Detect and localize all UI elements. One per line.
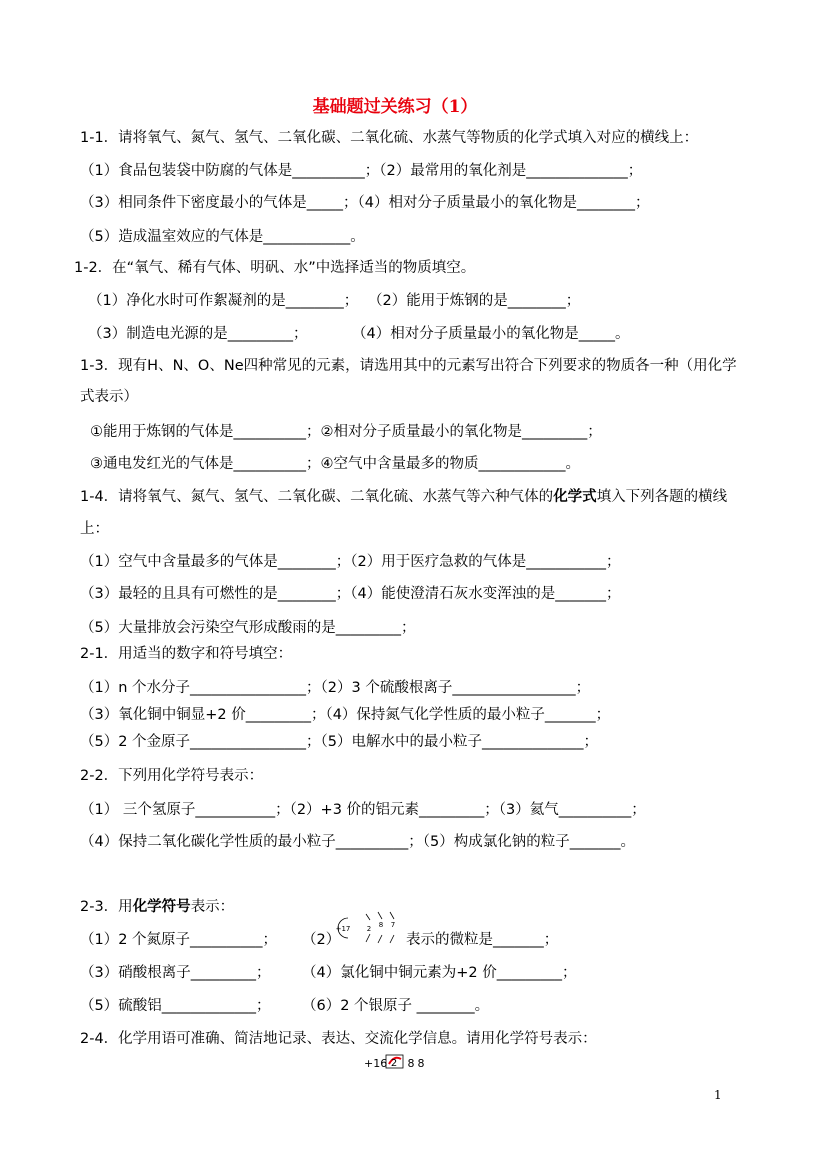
q1-2-item-2: （2）能用于炼钢的是________； bbox=[368, 293, 581, 309]
q1-4-item-1-2: （1）空气中含量最多的气体是________；（2）用于医疗急救的气体是___________； bbox=[80, 554, 621, 570]
q2-1-item-5-5: （5）2 个金原子________________；（5）电解水中的最小粒子______________； bbox=[80, 734, 599, 750]
page-number: 1 bbox=[714, 1088, 722, 1102]
q2-1-item-1-2: （1）n 个水分子________________；（2）3 个硫酸根离子_________________； bbox=[80, 680, 591, 696]
q2-3-item-5: （5）硫酸铝_____________； bbox=[80, 998, 271, 1014]
q2-3-item-4: （4）氯化铜中铜元素为+2 价_________； bbox=[302, 965, 577, 981]
q1-4-item-3-4: （3）最轻的且具有可燃性的是________；（4）能使澄清石灰水变浑浊的是_______； bbox=[80, 586, 621, 602]
q1-2-stem: 1-2．在“氧气、稀有气体、明矾、水”中选择适当的物质填空。 bbox=[74, 260, 476, 276]
q2-4-stem: 2-4．化学用语可准确、简洁地记录、表达、交流化学信息。请用化学符号表示： bbox=[80, 1031, 597, 1047]
q2-3-stem-bold: 化学符号 bbox=[132, 899, 191, 915]
atom2-shell-2: 8 bbox=[407, 1057, 415, 1070]
q1-4-stem-part2: 填入下列各题的横线 bbox=[596, 489, 728, 505]
atom1-nucleus: +17 bbox=[335, 925, 351, 933]
q2-3-stem-part2: 表示： bbox=[190, 899, 235, 915]
q2-3-stem bbox=[80, 898, 234, 916]
atom1-shell-2: 8 bbox=[378, 921, 384, 929]
q1-4-stem-bold: 化学式 bbox=[553, 489, 597, 505]
q1-3-stem: 1-3．现有H、N、O、Ne四种常见的元素，请选用其中的元素写出符合下列要求的物质各一种（用化学 bbox=[80, 358, 737, 374]
q1-3-item-1-2: ①能用于炼钢的气体是__________；②相对分子质量最小的氧化物是_________； bbox=[90, 424, 602, 440]
atom2-shell-1: 2 bbox=[390, 1058, 398, 1069]
q1-4-stem bbox=[80, 488, 727, 506]
atom2-nucleus: +16 bbox=[364, 1057, 388, 1070]
q2-3-stem-part1: 2-3．用 bbox=[80, 899, 133, 915]
q2-2-item-4-5: （4）保持二氧化碳化学性质的最小粒子__________；（5）构成氯化钠的粒子_______。 bbox=[80, 834, 635, 850]
q1-4-item-5: （5）大量排放会污染空气形成酸雨的是_________； bbox=[80, 620, 416, 636]
q1-3-item-3-4: ③通电发红光的气体是__________；④空气中含量最多的物质____________。 bbox=[90, 456, 580, 472]
q2-3-item-6: （6）2 个银原子 ________。 bbox=[302, 998, 490, 1014]
q1-1-stem: 1-1．请将氧气、氮气、氢气、二氧化碳、二氧化硫、水蒸气等物质的化学式填入对应的横线上： bbox=[80, 130, 699, 146]
atom2-shell-3: 8 bbox=[417, 1057, 425, 1070]
q1-2-item-1: （1）净化水时可作絮凝剂的是________； bbox=[88, 293, 359, 309]
page-title: 基础题过关练习（1） bbox=[312, 97, 478, 117]
q2-3-item-2-prefix: （2） bbox=[302, 932, 341, 948]
q2-2-stem: 2-2．下列用化学符号表示： bbox=[80, 768, 264, 784]
q1-1-item-1-2: （1）食品包装袋中防腐的气体是__________；（2）最常用的氧化剂是______________； bbox=[80, 163, 643, 179]
atom1-shell-3: 7 bbox=[390, 921, 396, 929]
q1-1-item-5: （5）造成温室效应的气体是____________。 bbox=[80, 229, 365, 245]
q1-4-stem-cont: 上： bbox=[80, 521, 109, 537]
atom-structure-diagram-1 bbox=[332, 910, 408, 946]
atom1-shell-1: 2 bbox=[366, 925, 372, 933]
q1-3-stem-cont: 式表示） bbox=[80, 389, 138, 405]
q2-3-item-3: （3）硝酸根离子_________； bbox=[80, 965, 271, 981]
q2-2-item-1-3: （1） 三个氢原子___________；（2）+3 价的铝元素_________；（3）氦气__________； bbox=[80, 802, 646, 818]
q1-4-stem-part1: 1-4．请将氧气、氮气、氢气、二氧化碳、二氧化硫、水蒸气等六种气体的 bbox=[80, 489, 554, 505]
q2-3-item-1: （1）2 个氮原子__________； bbox=[80, 932, 278, 948]
q1-2-item-3: （3）制造电光源的是_________； bbox=[88, 326, 308, 342]
q1-2-item-4: （4）相对分子质量最小的氧化物是_____。 bbox=[352, 326, 630, 342]
q2-3-item-2-suffix: 表示的微粒是_______； bbox=[406, 932, 559, 948]
q2-1-stem: 2-1．用适当的数字和符号填空： bbox=[80, 646, 293, 662]
q1-1-item-3-4: （3）相同条件下密度最小的气体是_____；（4）相对分子质量最小的氧化物是________； bbox=[80, 195, 650, 211]
atom-structure-diagram-2 bbox=[362, 1051, 434, 1073]
q2-1-item-3-4: （3）氧化铜中铜显+2 价_________；（4）保持氮气化学性质的最小粒子_______； bbox=[80, 707, 611, 723]
